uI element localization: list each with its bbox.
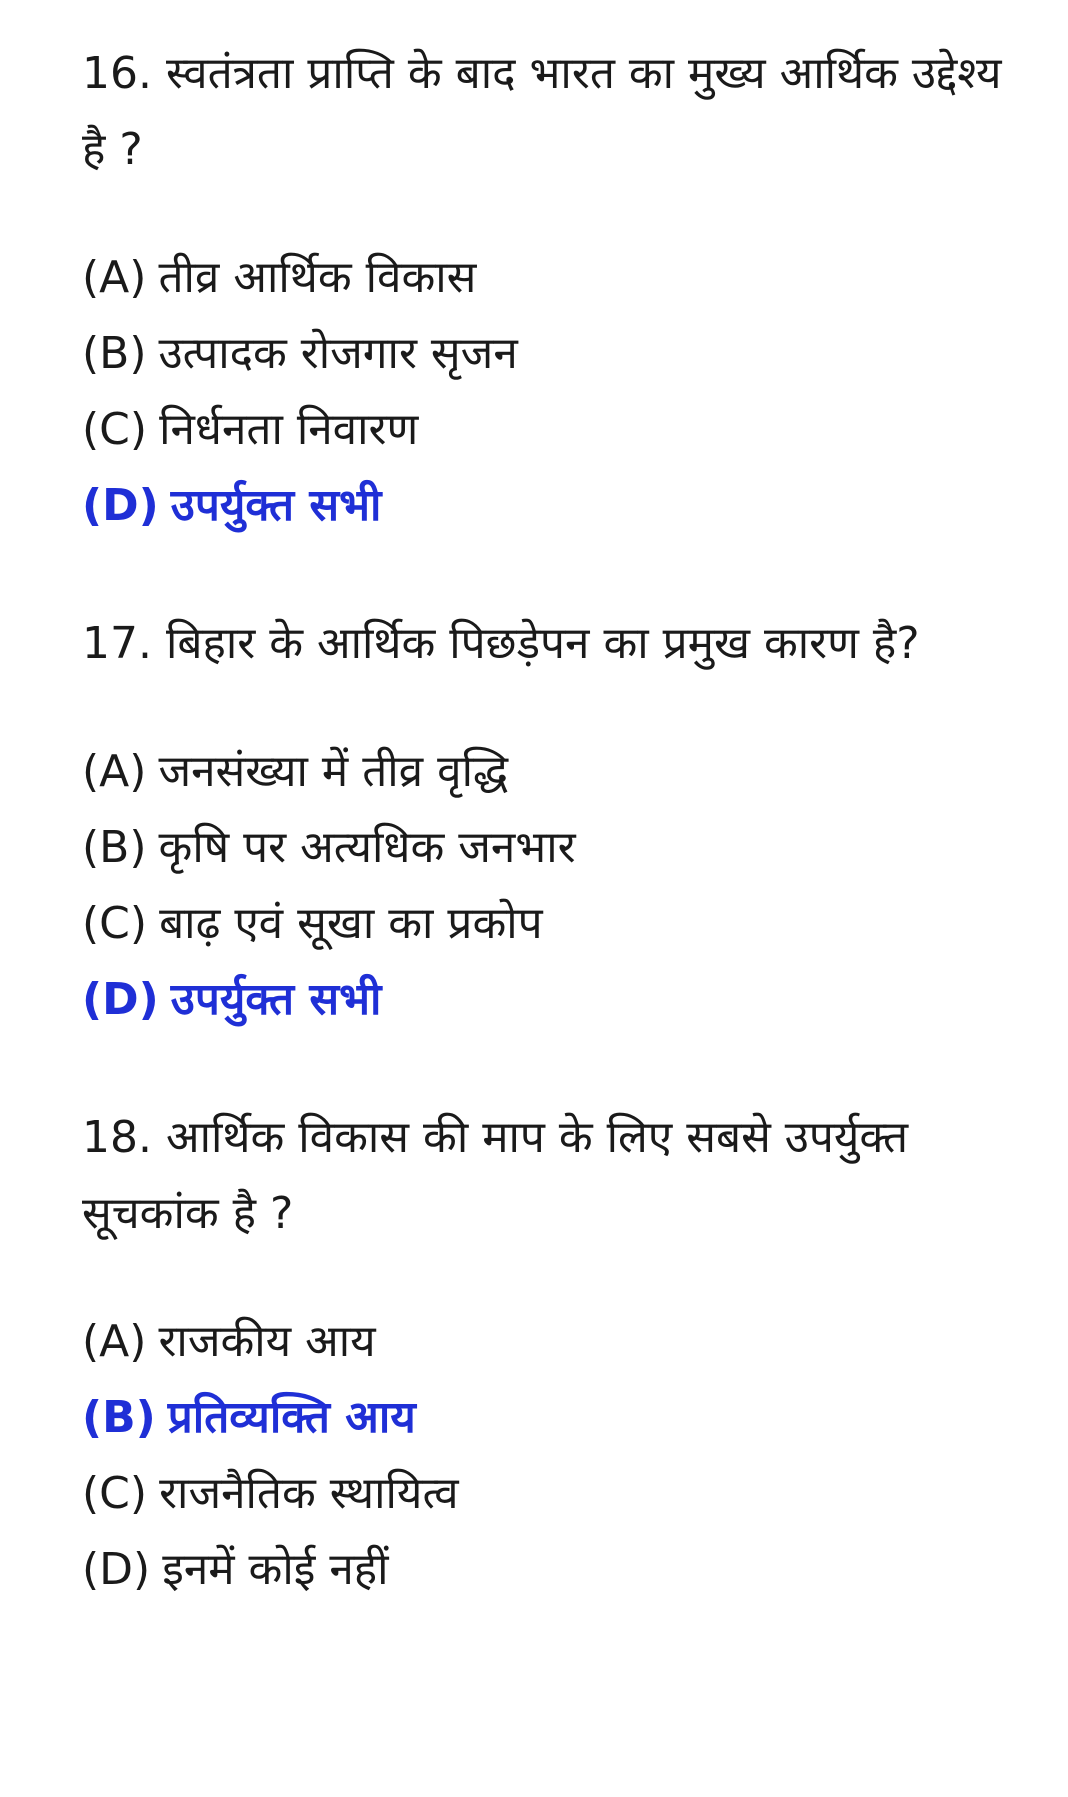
option-text: जनसंख्या में तीव्र वृद्धि: [158, 746, 509, 797]
option-text: उपर्युक्त सभी: [170, 480, 382, 531]
option-letter: (D): [82, 974, 159, 1025]
option-letter: (D): [82, 1544, 151, 1595]
option-letter: (A): [82, 252, 147, 303]
option-c: [82, 1456, 1008, 1532]
option-text: तीव्र आर्थिक विकास: [158, 252, 477, 303]
option-text: प्रतिव्यक्ति आय: [167, 1392, 416, 1443]
option-letter: (C): [82, 898, 148, 949]
option-letter: (C): [82, 404, 148, 455]
question-body: आर्थिक विकास की माप के लिए सबसे उपर्युक्त सूचकांक है ?: [82, 1112, 909, 1239]
option-b: [82, 1380, 1008, 1456]
question-number: 17.: [82, 618, 152, 669]
option-text: राजनैतिक स्थायित्व: [159, 1468, 459, 1519]
question-17: [82, 606, 1008, 1038]
option-a: [82, 240, 1008, 316]
option-list: [82, 240, 1008, 544]
option-b: [82, 316, 1008, 392]
question-text: [82, 606, 1008, 682]
option-d: [82, 962, 1008, 1038]
option-letter: (B): [82, 1392, 156, 1443]
option-text: कृषि पर अत्यधिक जनभार: [158, 822, 576, 873]
option-b: [82, 810, 1008, 886]
option-letter: (B): [82, 328, 147, 379]
option-letter: (D): [82, 480, 159, 531]
option-a: [82, 1304, 1008, 1380]
option-a: [82, 734, 1008, 810]
option-text: बाढ़ एवं सूखा का प्रकोप: [159, 898, 543, 949]
option-text: उपर्युक्त सभी: [170, 974, 382, 1025]
question-16: [82, 36, 1008, 544]
question-text: [82, 36, 1008, 188]
option-letter: (C): [82, 1468, 148, 1519]
question-number: 16.: [82, 48, 152, 99]
option-list: [82, 734, 1008, 1038]
option-c: [82, 392, 1008, 468]
option-letter: (A): [82, 1316, 147, 1367]
question-number: 18.: [82, 1112, 152, 1163]
question-body: बिहार के आर्थिक पिछड़ेपन का प्रमुख कारण है?: [165, 618, 920, 669]
option-d: [82, 468, 1008, 544]
option-text: उत्पादक रोजगार सृजन: [158, 328, 518, 379]
option-letter: (B): [82, 822, 147, 873]
question-body: स्वतंत्रता प्राप्ति के बाद भारत का मुख्य आर्थिक उद्देश्य है ?: [82, 48, 1002, 175]
option-text: राजकीय आय: [158, 1316, 376, 1367]
option-c: [82, 886, 1008, 962]
question-18: [82, 1100, 1008, 1608]
option-text: इनमें कोई नहीं: [162, 1544, 389, 1595]
option-list: [82, 1304, 1008, 1608]
option-text: निर्धनता निवारण: [159, 404, 419, 455]
question-text: [82, 1100, 1008, 1252]
option-letter: (A): [82, 746, 147, 797]
option-d: [82, 1532, 1008, 1608]
